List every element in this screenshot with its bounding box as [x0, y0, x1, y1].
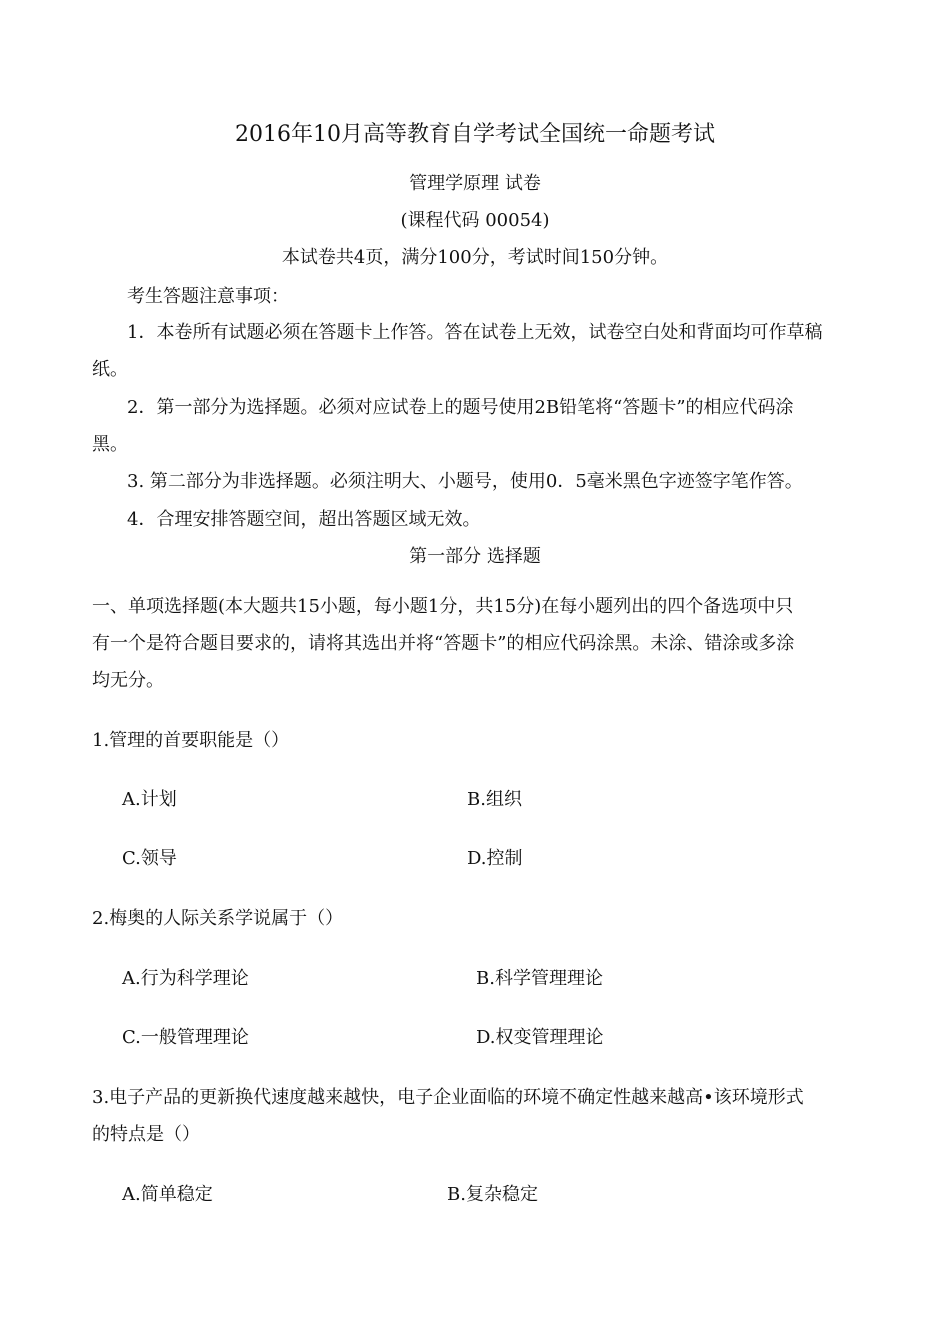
- section-instructions-line-3: 均无分。: [92, 670, 164, 691]
- question-3-stem-continued: 的特点是（）: [92, 1124, 200, 1145]
- question-2-option-d: D.权变管理理论: [476, 1027, 604, 1048]
- question-3-option-b: B.复杂稳定: [447, 1184, 538, 1205]
- question-2-option-b: B.科学管理理论: [476, 968, 603, 989]
- question-1-option-b: B.组织: [467, 789, 522, 810]
- notice-item-2: 2．第一部分为选择题。必须对应试卷上的题号使用2B铅笔将“答题卡”的相应代码涂: [127, 397, 794, 418]
- question-1-stem: 1.管理的首要职能是（）: [92, 730, 290, 751]
- notice-item-2-continued: 黑。: [92, 434, 128, 455]
- exam-summary: 本试卷共4页，满分100分，考试时间150分钟。: [281, 247, 669, 268]
- question-1-option-a: A.计划: [122, 789, 177, 810]
- exam-subject: 管理学原理 试卷: [409, 173, 541, 194]
- question-2-option-c: C.一般管理理论: [122, 1027, 249, 1048]
- notice-item-1-continued: 纸。: [92, 359, 128, 380]
- course-code: (课程代码 00054): [400, 210, 550, 231]
- question-2-option-a: A.行为科学理论: [122, 968, 249, 989]
- notice-item-1: 1．本卷所有试题必须在答题卡上作答。答在试卷上无效，试卷空白处和背面均可作草稿: [127, 322, 823, 343]
- question-3-option-a: A.简单稳定: [122, 1184, 213, 1205]
- question-3-stem: 3.电子产品的更新换代速度越来越快，电子企业面临的环境不确定性越来越高•该环境形式: [92, 1087, 804, 1108]
- section-instructions-line-1: 一、单项选择题(本大题共15小题，每小题1分，共15分)在每小题列出的四个备选项中只: [92, 596, 794, 617]
- question-2-stem: 2.梅奥的人际关系学说属于（）: [92, 908, 344, 929]
- question-1-option-d: D.控制: [467, 848, 523, 869]
- part-one-title: 第一部分 选择题: [409, 546, 541, 567]
- section-instructions-line-2: 有一个是符合题目要求的，请将其选出并将“答题卡”的相应代码涂黑。未涂、错涂或多涂: [92, 633, 795, 654]
- exam-title: 2016年10月高等教育自学考试全国统一命题考试: [235, 122, 715, 147]
- notice-item-3: 3. 第二部分为非选择题。必须注明大、小题号，使用0．5毫米黑色字迹签字笔作答。: [127, 471, 803, 492]
- question-1-option-c: C.领导: [122, 848, 177, 869]
- notice-heading: 考生答题注意事项：: [127, 286, 289, 307]
- notice-item-4: 4．合理安排答题空间，超出答题区域无效。: [127, 509, 481, 530]
